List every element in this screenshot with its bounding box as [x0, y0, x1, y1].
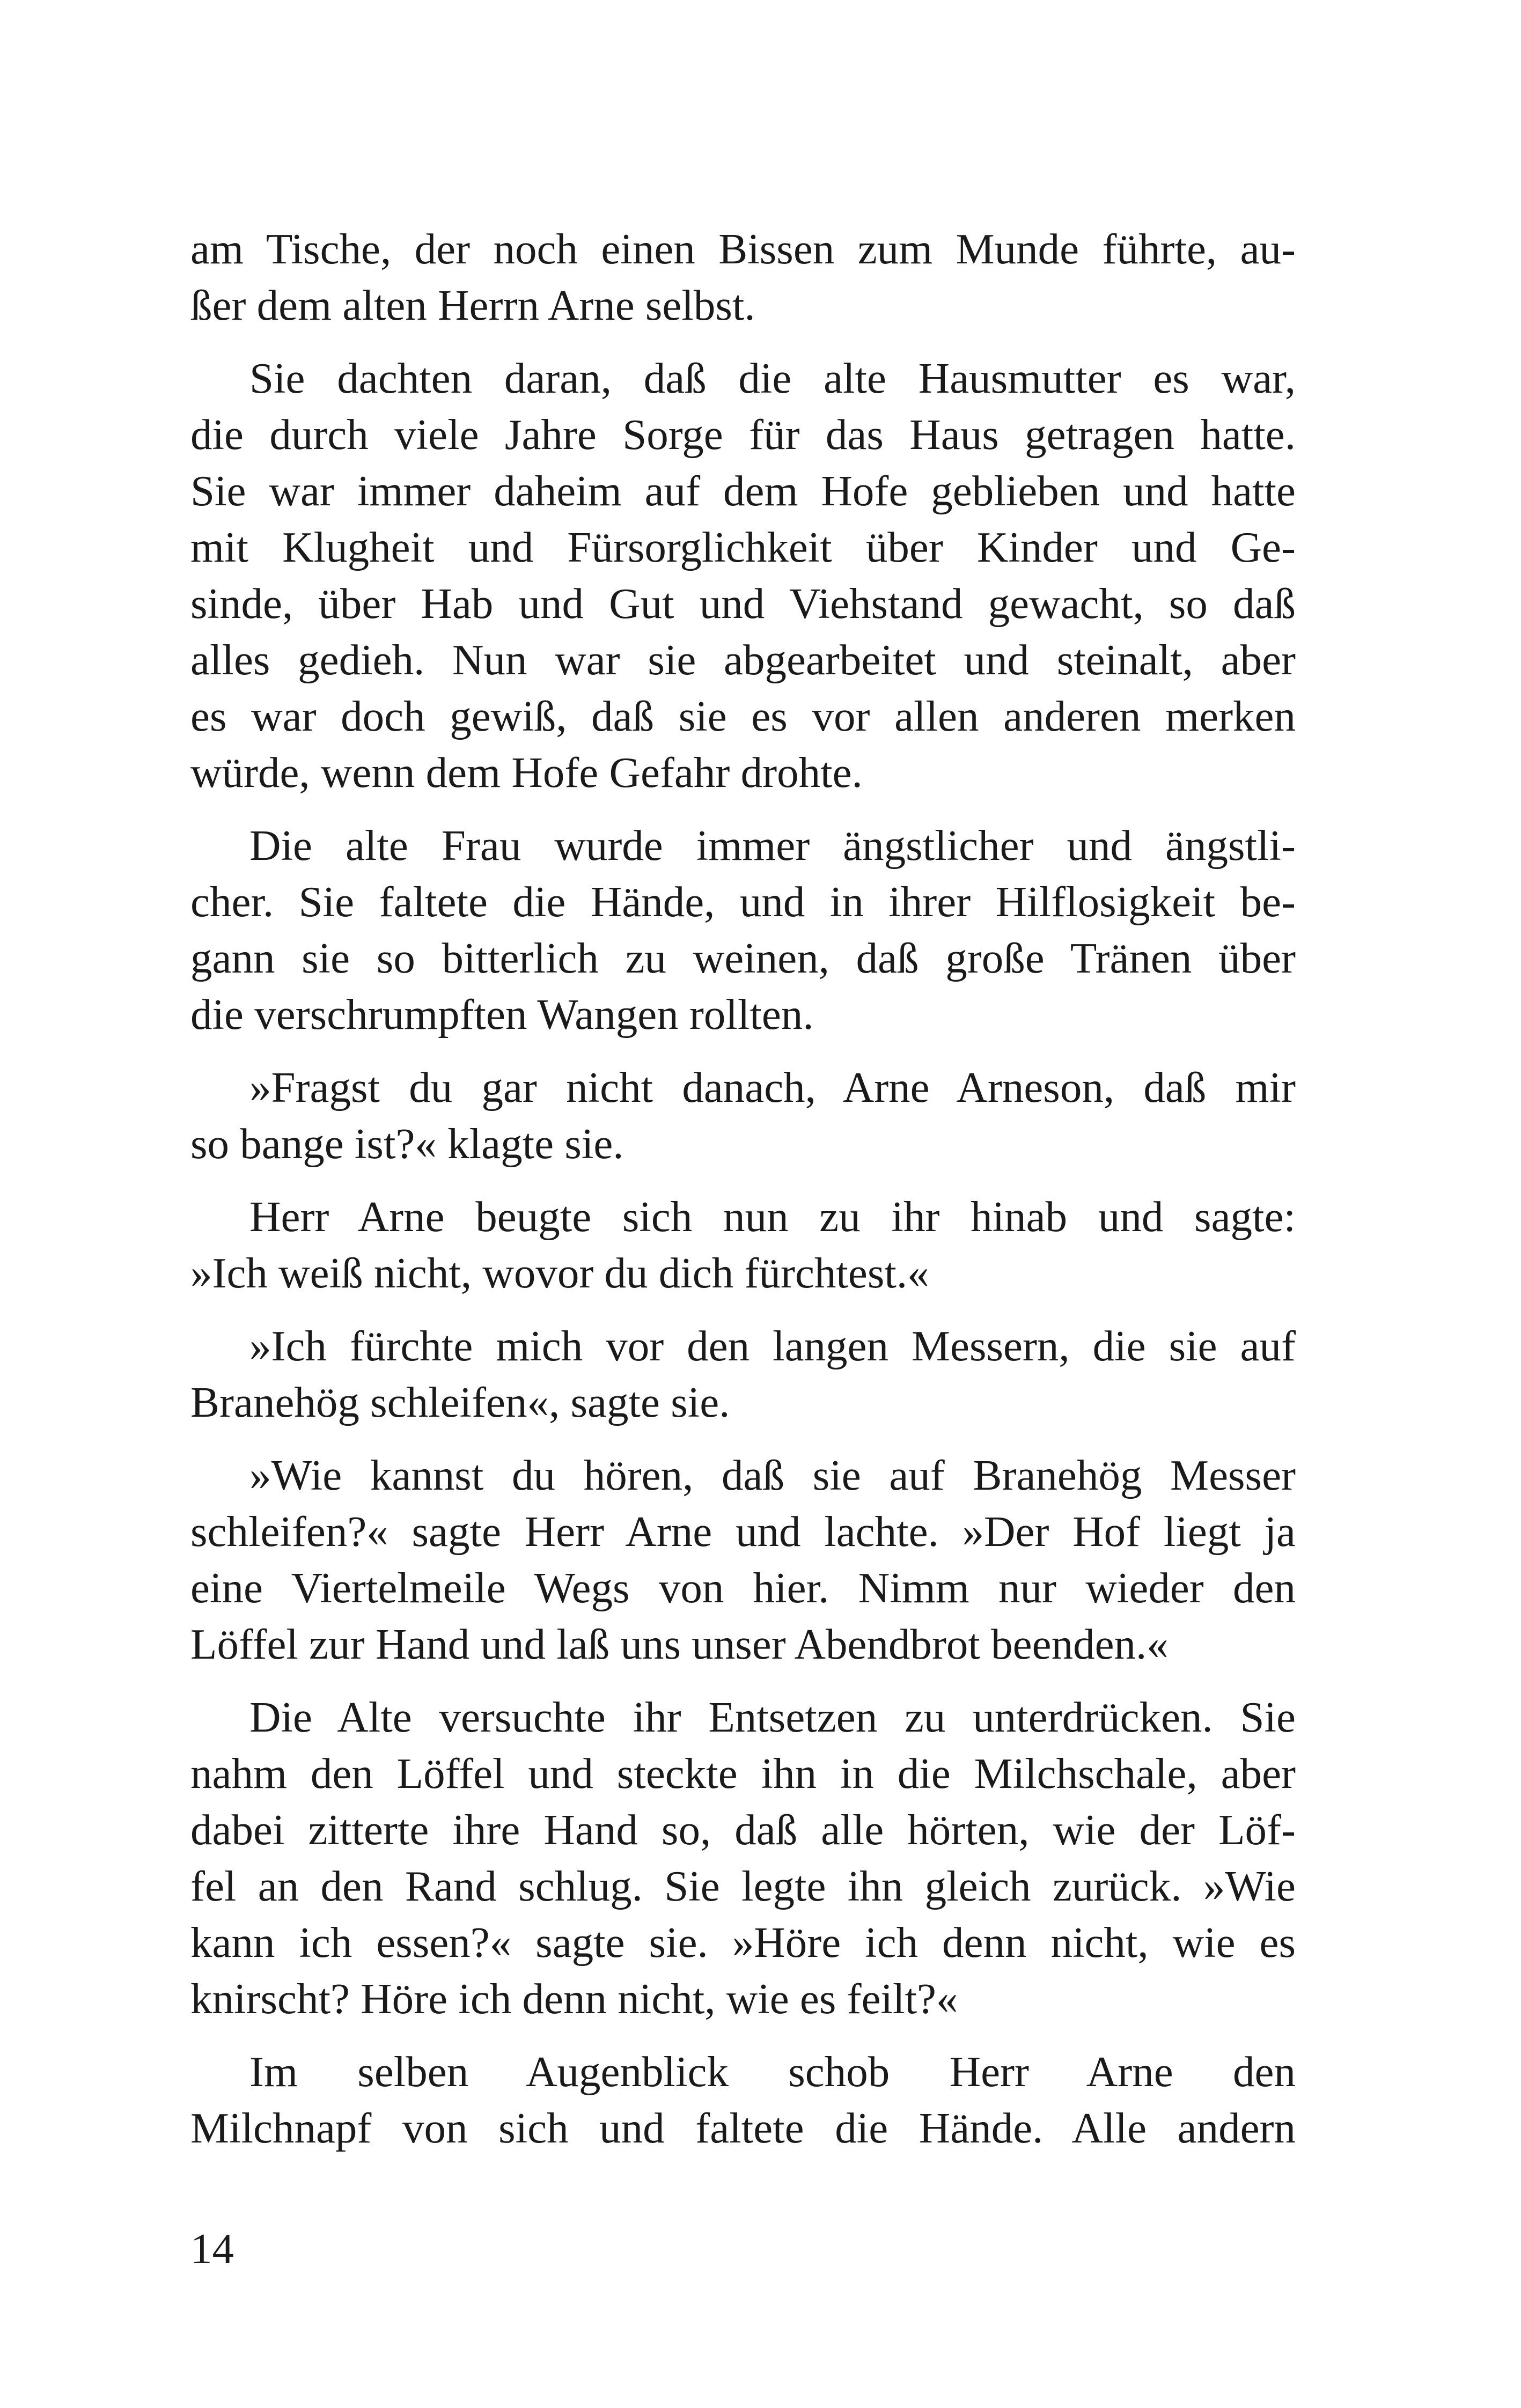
text-line: schleifen?« sagte Herr Arne und lachte. »Der Hof liegt ja — [190, 1507, 1296, 1556]
text-line: Die alte Frau wurde immer ängstlicher und ängstli- — [249, 821, 1296, 870]
paragraph — [190, 1689, 1296, 2027]
text-line: mit Klugheit und Fürsorglichkeit über Kinder und Ge- — [190, 523, 1296, 571]
text-line: Die Alte versuchte ihr Entsetzen zu unterdrücken. Sie — [249, 1693, 1296, 1741]
text-line: fel an den Rand schlug. Sie legte ihn gleich zurück. »Wie — [190, 1862, 1296, 1910]
paragraph — [190, 2044, 1296, 2156]
text-line: knirscht? Höre ich denn nicht, wie es feilt?« — [190, 1975, 958, 2023]
paragraph — [190, 1189, 1296, 1301]
text-line: nahm den Löffel und steckte ihn in die Milchschale, aber — [190, 1749, 1296, 1798]
paragraph — [190, 818, 1296, 1043]
paragraph — [190, 350, 1296, 801]
text-line: »Fragst du gar nicht danach, Arne Arneson, daß mir — [249, 1063, 1296, 1111]
text-line: so bange ist?« klagte sie. — [190, 1120, 624, 1168]
text-line: Milchnapf von sich und faltete die Hände. Alle andern — [190, 2104, 1296, 2152]
text-line: Herr Arne beugte sich nun zu ihr hinab und sagte: — [249, 1192, 1296, 1241]
text-line: sinde, über Hab und Gut und Viehstand gewacht, so daß — [190, 579, 1296, 628]
text-line: Sie dachten daran, daß die alte Hausmutter es war, — [249, 354, 1296, 402]
paragraph — [190, 1318, 1296, 1431]
text-line: ßer dem alten Herrn Arne selbst. — [190, 281, 755, 329]
text-line: »Ich weiß nicht, wovor du dich fürchtest.« — [190, 1249, 929, 1297]
text-line: eine Viertelmeile Wegs von hier. Nimm nur wieder den — [190, 1564, 1296, 1612]
text-line: Sie war immer daheim auf dem Hofe geblieben und hatte — [190, 467, 1296, 515]
text-line: »Ich fürchte mich vor den langen Messern, die sie auf — [249, 1322, 1296, 1370]
text-line: es war doch gewiß, daß sie es vor allen anderen merken — [190, 692, 1296, 740]
text-line: die durch viele Jahre Sorge für das Haus getragen hatte. — [190, 410, 1296, 459]
text-line: die verschrumpften Wangen rollten. — [190, 990, 814, 1039]
text-line: alles gedieh. Nun war sie abgearbeitet und steinalt, aber — [190, 636, 1296, 684]
text-line: Im selben Augenblick schob Herr Arne den — [249, 2048, 1296, 2096]
text-line: Branehög schleifen«, sagte sie. — [190, 1378, 730, 1426]
text-line: dabei zitterte ihre Hand so, daß alle hörten, wie der Löf- — [190, 1806, 1296, 1854]
text-line: würde, wenn dem Hofe Gefahr drohte. — [190, 748, 863, 797]
paragraph — [190, 221, 1296, 334]
text-line: »Wie kannst du hören, daß sie auf Branehög Messer — [249, 1451, 1296, 1499]
page-number: 14 — [190, 2225, 234, 2273]
text-line: cher. Sie faltete die Hände, und in ihrer Hilflosigkeit be- — [190, 878, 1296, 926]
paragraph — [190, 1059, 1296, 1172]
body-text — [190, 221, 1296, 2173]
paragraph — [190, 1447, 1296, 1673]
text-line: Löffel zur Hand und laß uns unser Abendbrot beenden.« — [190, 1620, 1169, 1668]
text-line: gann sie so bitterlich zu weinen, daß große Tränen über — [190, 934, 1296, 982]
text-line: kann ich essen?« sagte sie. »Höre ich denn nicht, wie es — [190, 1918, 1296, 1967]
text-line: am Tische, der noch einen Bissen zum Munde führte, au- — [190, 225, 1296, 273]
